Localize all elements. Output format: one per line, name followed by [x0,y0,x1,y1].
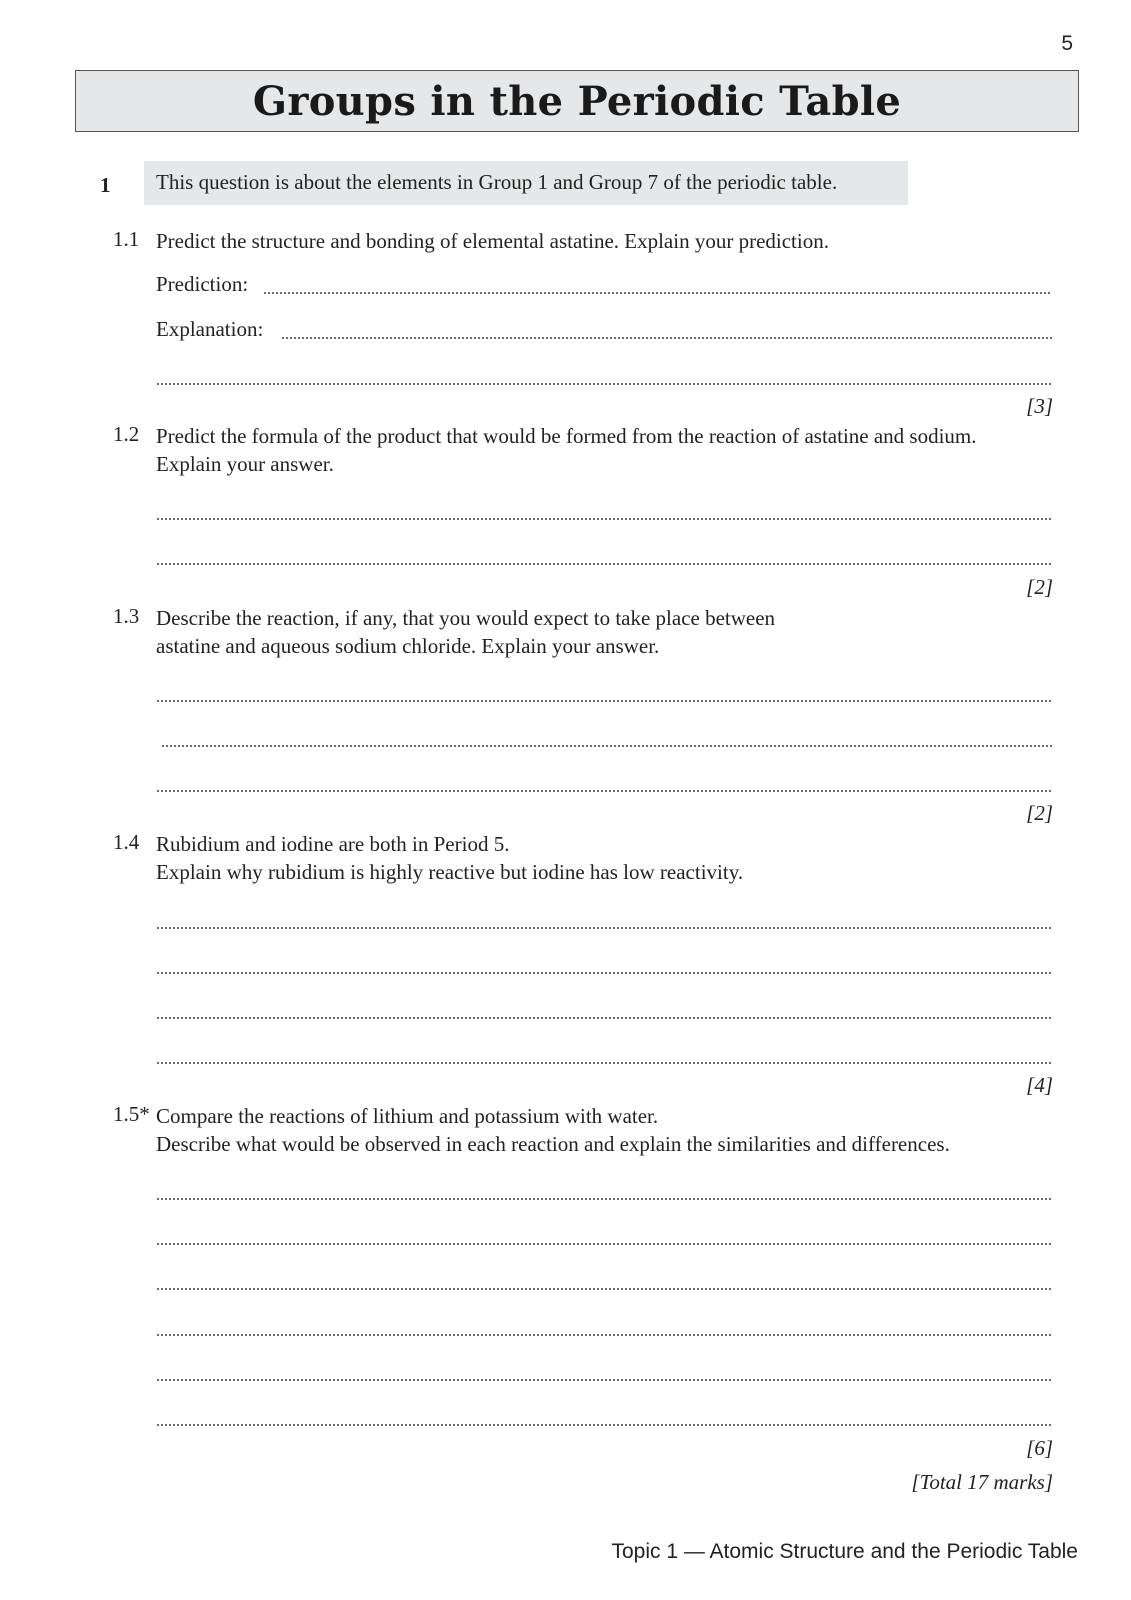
answer-line[interactable] [156,700,1052,702]
part-number: 1.1 [113,227,140,251]
answer-line[interactable] [156,1243,1052,1245]
part-text: Rubidium and iodine are both in Period 5. [156,832,510,856]
part-number: 1.5* [113,1102,150,1126]
answer-line[interactable] [156,1424,1052,1426]
answer-line[interactable] [263,292,1052,294]
part-text: Describe what would be observed in each reaction and explain the similarities and differences. [156,1132,950,1156]
part-text: Explain why rubidium is highly reactive but iodine has low reactivity. [156,860,744,884]
part-number: 1.2 [113,422,140,446]
answer-line[interactable] [156,1198,1052,1200]
title-banner [75,70,1079,132]
part-number: 1.3 [113,604,140,628]
part-number: 1.4 [113,830,140,854]
total-marks: [Total 17 marks] [911,1470,1053,1494]
page-number: 5 [1061,32,1073,55]
answer-line[interactable] [156,1017,1052,1019]
part-text: Explain your answer. [156,452,334,476]
answer-line[interactable] [281,337,1052,339]
answer-line[interactable] [156,1379,1052,1381]
answer-line[interactable] [161,745,1052,747]
answer-line[interactable] [156,1288,1052,1290]
answer-line[interactable] [156,1334,1052,1336]
answer-line[interactable] [156,790,1052,792]
answer-line[interactable] [156,972,1052,974]
question-intro: This question is about the elements in Group 1 and Group 7 of the periodic table. [144,161,908,205]
part-text: Predict the structure and bonding of elemental astatine. Explain your prediction. [156,229,829,253]
part-text: astatine and aqueous sodium chloride. Explain your answer. [156,634,660,658]
footer-topic: Topic 1 — Atomic Structure and the Periodic Table [611,1540,1078,1563]
explanation-label: Explanation: [156,317,264,341]
part-text: Compare the reactions of lithium and potassium with water. [156,1104,659,1128]
page-title: Groups in the Periodic Table [252,77,902,125]
marks-label: [4] [1026,1073,1053,1097]
question-number: 1 [100,173,111,197]
answer-line[interactable] [156,563,1052,565]
part-text: Predict the formula of the product that would be formed from the reaction of astatine and sodium. [156,424,977,448]
prediction-label: Prediction: [156,272,249,296]
answer-line[interactable] [156,518,1052,520]
answer-line[interactable] [156,1062,1052,1064]
marks-label: [6] [1026,1436,1053,1460]
marks-label: [2] [1026,801,1053,825]
marks-label: [3] [1026,394,1053,418]
marks-label: [2] [1026,575,1053,599]
part-text: Describe the reaction, if any, that you would expect to take place between [156,606,776,630]
answer-line[interactable] [156,927,1052,929]
answer-line[interactable] [156,383,1052,385]
